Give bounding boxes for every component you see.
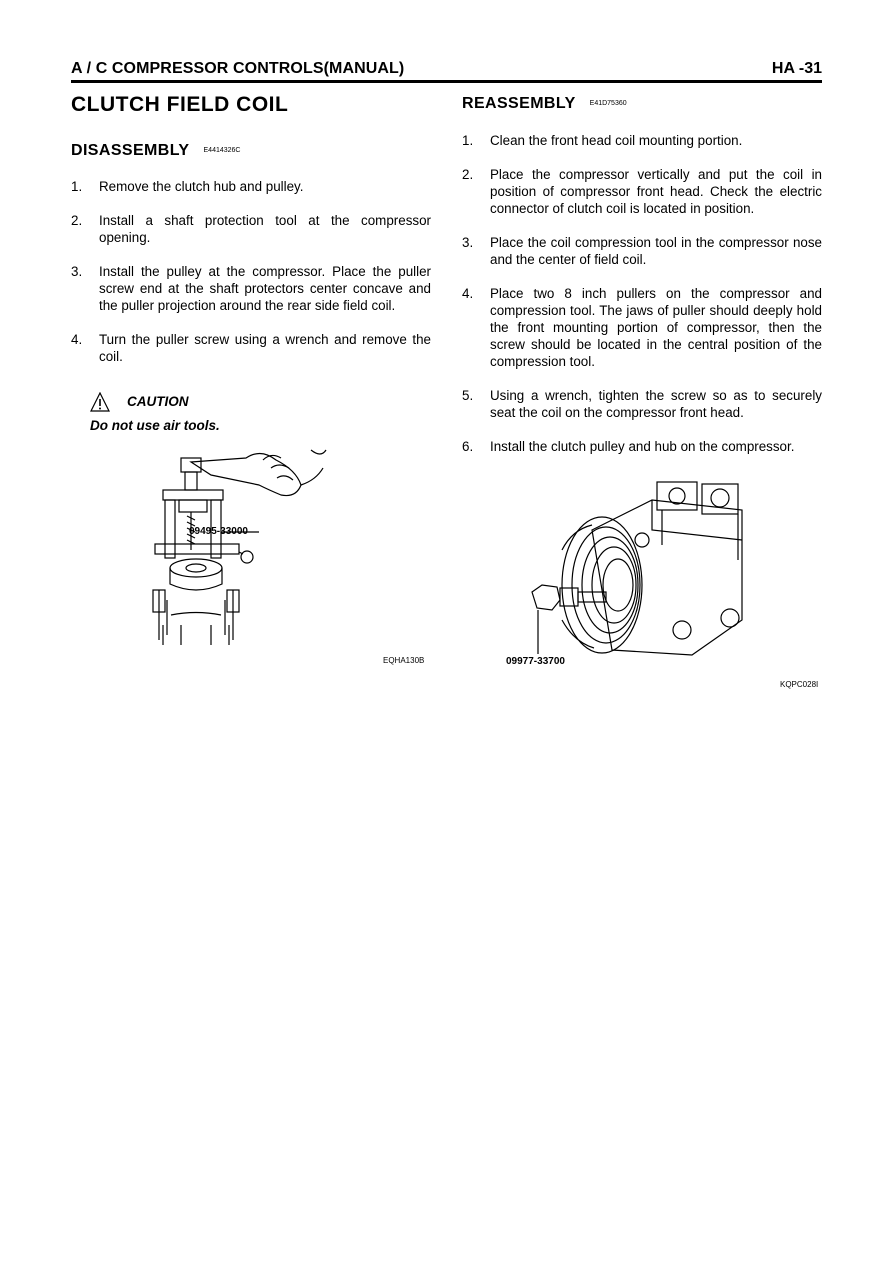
- step-text: Install a shaft protection tool at the compressor opening.: [99, 213, 431, 245]
- figure-code: KQPC028I: [780, 680, 819, 689]
- list-item: [462, 166, 822, 217]
- list-item: [71, 263, 431, 314]
- list-item: [71, 178, 431, 195]
- step-number: 3.: [462, 235, 474, 250]
- list-item: [462, 438, 822, 455]
- reassembly-title: REASSEMBLY: [462, 95, 576, 112]
- step-text: Remove the clutch hub and pulley.: [99, 179, 304, 194]
- reassembly-heading: [462, 95, 627, 113]
- step-number: 2.: [462, 167, 474, 182]
- caution-text: Do not use air tools.: [90, 418, 220, 433]
- step-number: 4.: [71, 332, 83, 347]
- step-number: 4.: [462, 286, 474, 301]
- list-item: [462, 234, 822, 268]
- warning-triangle-icon: [90, 392, 110, 412]
- step-text: Install the pulley at the compressor. Place the puller screw end at the shaft protectors center concave and the puller projection around the rear side field coil.: [99, 264, 431, 313]
- disassembly-heading: [71, 142, 241, 160]
- caution-title: CAUTION: [127, 394, 189, 409]
- step-text: Clean the front head coil mounting portion.: [490, 133, 743, 148]
- list-item: [462, 387, 822, 421]
- page-number: HA -31: [771, 60, 822, 77]
- step-number: 1.: [71, 179, 83, 194]
- coil-puller-illustration: [151, 440, 341, 655]
- list-item: [462, 132, 822, 149]
- disassembly-title: DISASSEMBLY: [71, 142, 190, 159]
- compressor-coil-tool-illustration: [502, 470, 752, 660]
- header-rule: [71, 80, 822, 83]
- reassembly-steps: [462, 132, 822, 472]
- step-text: Place the compressor vertically and put the coil in position of compressor front head. Check the electric connector of clutch coil is located in position.: [490, 167, 822, 216]
- step-text: Using a wrench, tighten the screw so as to securely seat the coil on the compressor front head.: [490, 388, 822, 420]
- step-number: 2.: [71, 213, 83, 228]
- step-text: Install the clutch pulley and hub on the compressor.: [490, 439, 795, 454]
- page-header-title: A / C COMPRESSOR CONTROLS(MANUAL): [71, 60, 405, 77]
- disassembly-steps: [71, 178, 431, 382]
- step-number: 6.: [462, 439, 474, 454]
- reassembly-code: E41D75360: [589, 100, 627, 108]
- puller-tool-label: 09495-33000: [189, 526, 248, 537]
- step-text: Place the coil compression tool in the compressor nose and the center of field coil.: [490, 235, 822, 267]
- list-item: [71, 212, 431, 246]
- step-text: Turn the puller screw using a wrench and remove the coil.: [99, 332, 431, 364]
- figure-code: EQHA130B: [383, 656, 425, 665]
- list-item: [71, 331, 431, 365]
- list-item: [462, 285, 822, 370]
- step-number: 3.: [71, 264, 83, 279]
- disassembly-code: E4414326C: [203, 147, 241, 155]
- step-number: 5.: [462, 388, 474, 403]
- step-text: Place two 8 inch pullers on the compressor and compression tool. The jaws of puller should deeply hold the front mounting portion of compressor, then the screw should be located in the central position of the compression tool.: [490, 286, 822, 369]
- step-number: 1.: [462, 133, 474, 148]
- section-title: CLUTCH FIELD COIL: [71, 93, 289, 116]
- coil-tool-label: 09977-33700: [506, 656, 565, 667]
